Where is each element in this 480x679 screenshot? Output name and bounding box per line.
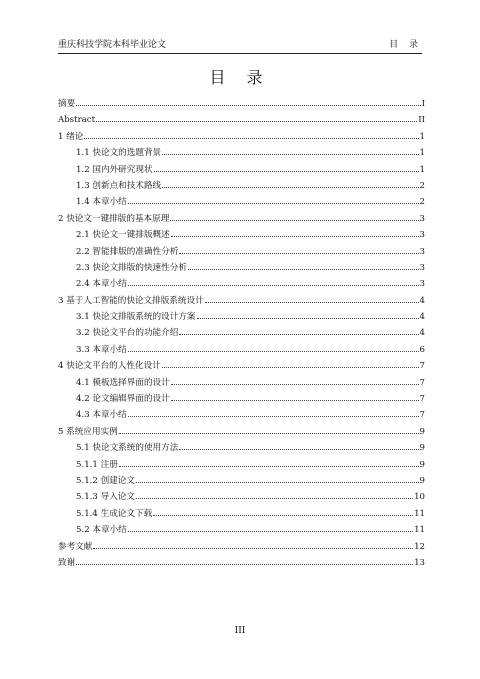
toc-entry[interactable]: [58, 375, 425, 391]
toc-entry-title: 5.2 本章小结: [76, 525, 127, 536]
toc-entry-title: 2.3 快论文排版的快速性分析: [76, 262, 187, 273]
toc-entry-page: 3: [419, 230, 425, 241]
toc-entry-title: 2.4 本章小结: [76, 279, 127, 290]
toc-entry[interactable]: [58, 194, 425, 210]
toc-entry[interactable]: [58, 227, 425, 243]
toc-dot-leader: [128, 351, 419, 352]
toc-entry-title: 3.2 快论文平台的功能介绍: [76, 328, 179, 339]
toc-entry-page: 9: [419, 426, 425, 437]
toc-dot-leader: [171, 384, 419, 385]
toc-entry-title: 5 系统应用实例: [58, 426, 118, 437]
toc-entry-title: 2.2 智能排版的准确性分析: [76, 246, 179, 257]
header-school-title: 重庆科技学院本科毕业论文: [58, 40, 167, 50]
toc-entry-title: 5.1.4 生成论文下载: [76, 508, 153, 519]
toc-entry[interactable]: [58, 309, 425, 325]
table-of-contents: [58, 96, 425, 571]
toc-entry-page: 4: [419, 295, 425, 306]
toc-entry-title: 1.2 国内外研究现状: [76, 164, 153, 175]
toc-entry[interactable]: [58, 112, 425, 128]
toc-entry-title: 1.1 快论文的选题背景: [76, 148, 162, 159]
toc-entry[interactable]: [58, 325, 425, 341]
toc-entry-page: 3: [419, 213, 425, 224]
toc-dot-leader: [128, 416, 419, 417]
toc-entry-title: 5.1.1 注册: [76, 459, 118, 470]
toc-dot-leader: [119, 466, 419, 467]
toc-entry[interactable]: [58, 424, 425, 440]
page-number: III: [234, 626, 246, 636]
toc-entry-title: 3.3 本章小结: [76, 344, 127, 355]
toc-entry[interactable]: [58, 145, 425, 161]
toc-entry[interactable]: [58, 342, 425, 358]
toc-entry-page: 11: [414, 525, 425, 536]
toc-entry-page: 1: [419, 131, 425, 142]
toc-dot-leader: [93, 548, 413, 549]
toc-entry-title: 3 基于人工智能的快论文排版系统设计: [58, 295, 204, 306]
toc-dot-leader: [136, 498, 413, 499]
toc-entry-page: 3: [419, 246, 425, 257]
toc-entry-page: 12: [414, 541, 425, 552]
toc-entry-page: 3: [419, 262, 425, 273]
toc-entry-title: 4.2 论文编辑界面的设计: [76, 394, 170, 405]
toc-dot-leader: [162, 367, 419, 368]
toc-entry[interactable]: [58, 276, 425, 292]
toc-dot-leader: [76, 105, 420, 106]
toc-entry[interactable]: [58, 244, 425, 260]
toc-entry[interactable]: [58, 522, 425, 538]
toc-dot-leader: [128, 285, 419, 286]
toc-dot-leader: [154, 171, 419, 172]
toc-entry-page: 13: [414, 557, 425, 568]
toc-dot-leader: [205, 302, 419, 303]
toc-entry-page: 9: [419, 475, 425, 486]
toc-entry[interactable]: [58, 555, 425, 571]
toc-entry-page: 6: [419, 344, 425, 355]
toc-dot-leader: [179, 334, 418, 335]
toc-entry-title: 5.1.2 创建论文: [76, 475, 135, 486]
toc-entry-title: 致谢: [58, 557, 76, 568]
toc-entry[interactable]: [58, 211, 425, 227]
toc-dot-leader: [179, 449, 418, 450]
toc-entry-title: 4.1 模板选择界面的设计: [76, 377, 170, 388]
header-divider: [58, 53, 422, 54]
toc-entry-title: 1.3 创新点和技术路线: [76, 180, 162, 191]
toc-entry-page: 4: [419, 328, 425, 339]
toc-entry[interactable]: [58, 96, 425, 112]
toc-entry[interactable]: [58, 391, 425, 407]
toc-entry-page: 1: [419, 148, 425, 159]
toc-entry-title: 5.1.3 导入论文: [76, 492, 135, 503]
toc-entry-page: 7: [419, 410, 425, 421]
toc-entry[interactable]: [58, 407, 425, 423]
toc-entry-page: 4: [419, 312, 425, 323]
toc-entry-title: 3.1 快论文排版系统的设计方案: [76, 312, 196, 323]
toc-dot-leader: [197, 318, 419, 319]
toc-entry-title: 4 快论文平台的人性化设计: [58, 361, 161, 372]
header-section-title: 目 录: [389, 40, 422, 50]
toc-dot-leader: [96, 121, 417, 122]
toc-entry-page: II: [418, 115, 425, 126]
toc-entry-page: 2: [419, 197, 425, 208]
toc-entry[interactable]: [58, 260, 425, 276]
toc-dot-leader: [170, 220, 418, 221]
toc-entry-title: 2 快论文一键排版的基本原理: [58, 213, 170, 224]
toc-entry[interactable]: [58, 293, 425, 309]
toc-entry-title: 参考文献: [58, 541, 93, 552]
toc-dot-leader: [179, 253, 418, 254]
toc-entry-page: 2: [419, 180, 425, 191]
page-title: 目 录: [209, 68, 271, 87]
toc-dot-leader: [153, 515, 413, 516]
toc-dot-leader: [188, 269, 419, 270]
toc-entry-title: 1 绪论: [58, 131, 84, 142]
toc-entry[interactable]: [58, 473, 425, 489]
toc-dot-leader: [162, 154, 418, 155]
toc-entry-page: 11: [414, 508, 425, 519]
toc-entry[interactable]: [58, 358, 425, 374]
toc-entry-page: 7: [419, 394, 425, 405]
page-header: [58, 38, 422, 52]
toc-dot-leader: [84, 138, 418, 139]
toc-entry-page: 10: [414, 492, 425, 503]
toc-entry-title: 5.1 快论文系统的使用方法: [76, 443, 179, 454]
toc-entry-title: 2.1 快论文一键排版概述: [76, 230, 170, 241]
toc-dot-leader: [128, 203, 419, 204]
toc-entry[interactable]: [58, 539, 425, 555]
toc-entry-title: 4.3 本章小结: [76, 410, 127, 421]
toc-dot-leader: [171, 236, 419, 237]
toc-entry-page: 9: [419, 443, 425, 454]
toc-dot-leader: [162, 187, 418, 188]
toc-entry-title: Abstract: [58, 115, 96, 126]
toc-dot-leader: [128, 531, 413, 532]
toc-entry[interactable]: [58, 178, 425, 194]
toc-entry-page: 9: [419, 459, 425, 470]
toc-entry-title: 1.4 本章小结: [76, 197, 127, 208]
toc-dot-leader: [136, 482, 419, 483]
toc-entry[interactable]: [58, 162, 425, 178]
toc-dot-leader: [171, 400, 419, 401]
toc-dot-leader: [76, 564, 413, 565]
toc-entry[interactable]: [58, 457, 425, 473]
toc-entry-page: 3: [419, 279, 425, 290]
toc-entry[interactable]: [58, 129, 425, 145]
toc-entry-page: 1: [419, 164, 425, 175]
toc-entry-page: 7: [419, 377, 425, 388]
toc-entry[interactable]: [58, 489, 425, 505]
toc-entry-title: 摘要: [58, 99, 76, 109]
toc-entry-page: I: [421, 99, 425, 109]
toc-entry[interactable]: [58, 440, 425, 456]
toc-dot-leader: [119, 433, 419, 434]
toc-entry[interactable]: [58, 506, 425, 522]
toc-entry-page: 7: [419, 361, 425, 372]
